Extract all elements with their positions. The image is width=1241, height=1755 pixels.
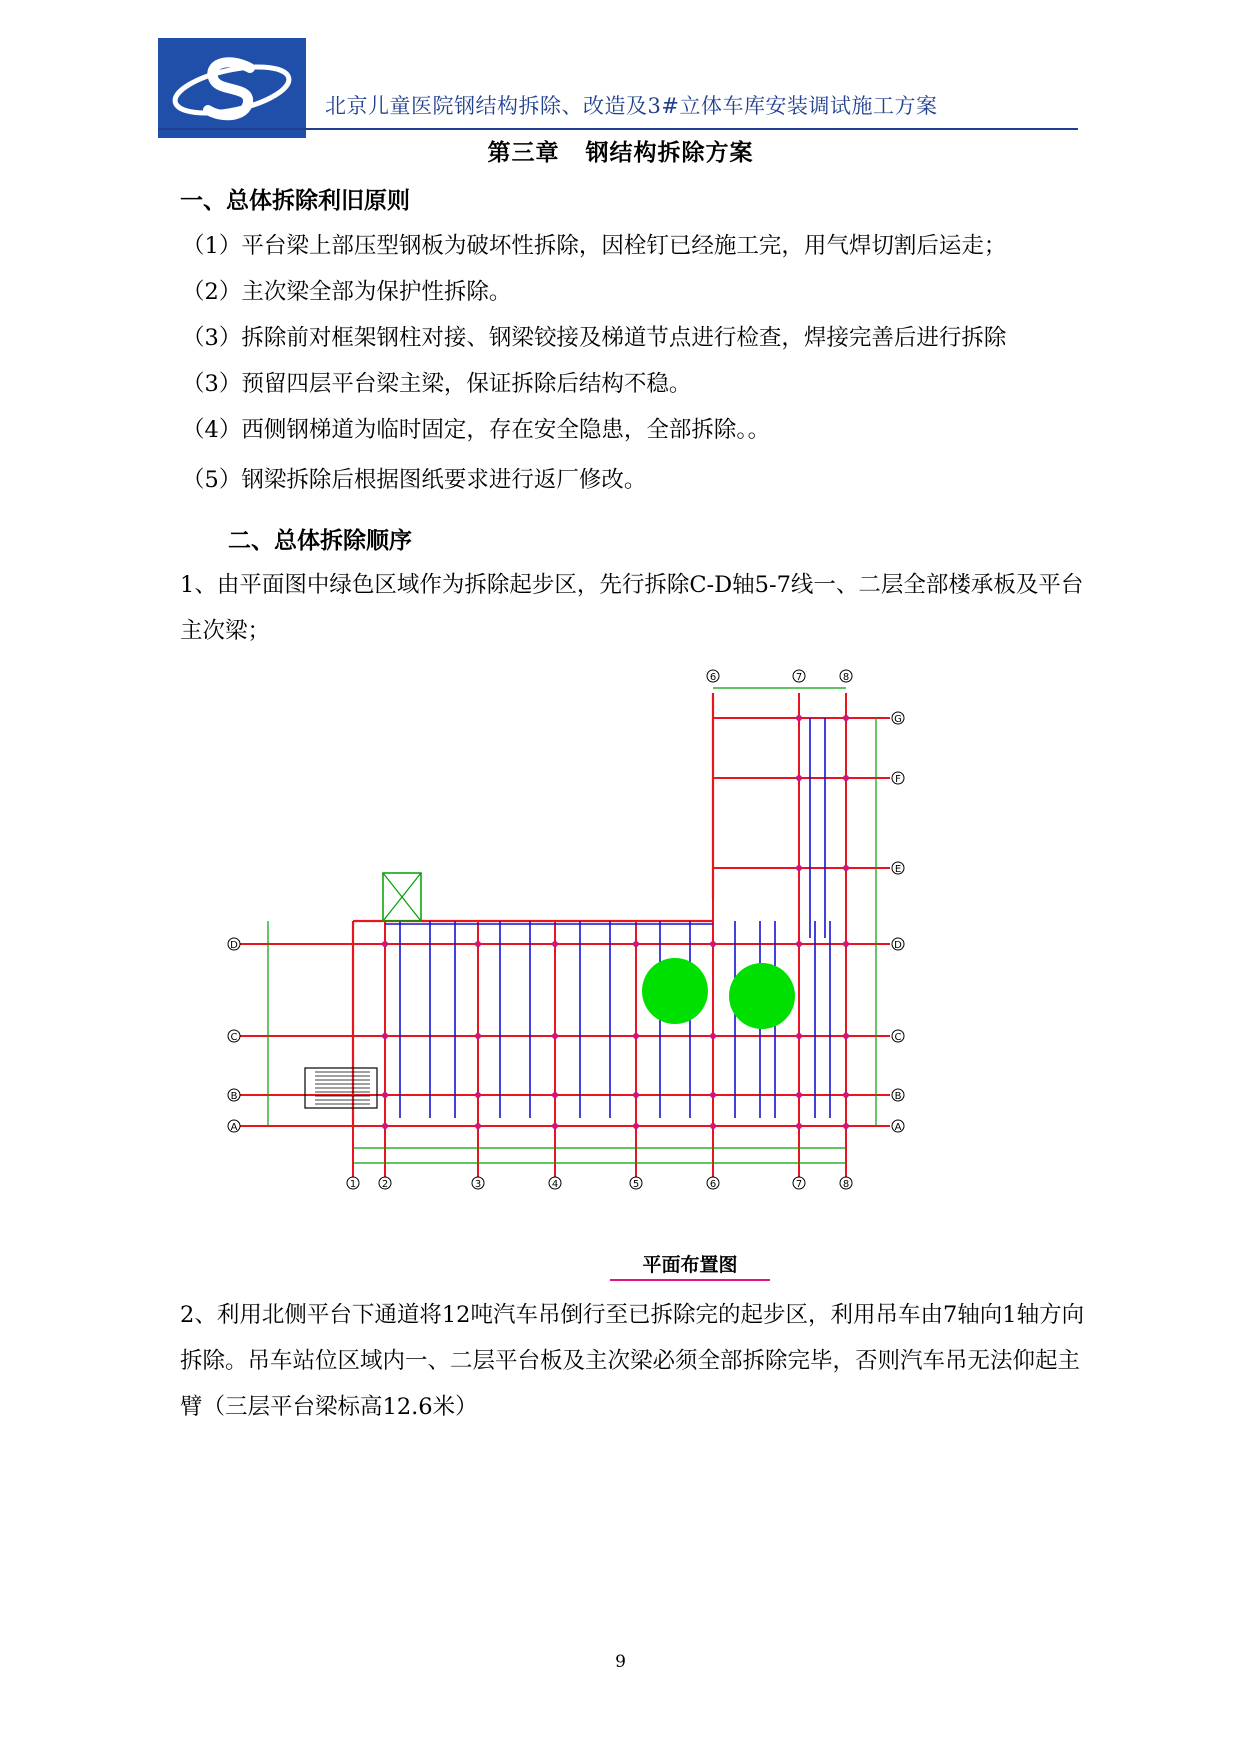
plan-axis-labels xyxy=(228,670,904,1190)
axis-label: D xyxy=(894,940,902,951)
start-zone-circle xyxy=(729,963,795,1029)
page-number: 9 xyxy=(615,1652,626,1672)
column-node xyxy=(475,941,481,947)
section1-heading: 一、总体拆除利旧原则 xyxy=(180,188,410,214)
axis-label: 3 xyxy=(474,1179,482,1190)
column-node xyxy=(796,1123,802,1129)
floor-plan-drawing xyxy=(230,668,1030,1288)
column-node xyxy=(552,941,558,947)
column-node xyxy=(382,1092,388,1098)
chapter-number: 第三章 xyxy=(487,140,560,166)
axis-label: B xyxy=(894,1091,902,1102)
chapter-title xyxy=(0,134,1241,167)
column-node xyxy=(843,715,849,721)
column-node xyxy=(796,941,802,947)
axis-label: 8 xyxy=(842,1179,850,1190)
column-node xyxy=(710,1092,716,1098)
column-node xyxy=(796,775,802,781)
list-item: （3）拆除前对框架钢柱对接、钢梁铰接及梯道节点进行检查，焊接完善后进行拆除 xyxy=(182,325,1007,351)
column-node xyxy=(843,775,849,781)
axis-label: C xyxy=(894,1032,902,1043)
column-node xyxy=(796,1092,802,1098)
column-node xyxy=(843,1092,849,1098)
section2-heading: 二、总体拆除顺序 xyxy=(228,528,412,554)
column-node xyxy=(796,715,802,721)
list-item: （4）西侧钢梯道为临时固定，存在安全隐患，全部拆除。。 xyxy=(182,417,771,443)
column-node xyxy=(843,1123,849,1129)
axis-label: 7 xyxy=(795,672,803,683)
column-node xyxy=(633,1123,639,1129)
column-node xyxy=(843,1033,849,1039)
axis-label: 8 xyxy=(842,672,850,683)
axis-label: E xyxy=(894,864,902,875)
chapter-name: 钢结构拆除方案 xyxy=(585,140,754,166)
column-node xyxy=(710,1033,716,1039)
axis-label: C xyxy=(230,1032,238,1043)
column-node xyxy=(710,1123,716,1129)
column-node xyxy=(796,1033,802,1039)
axis-label: 4 xyxy=(551,1179,559,1190)
column-node xyxy=(475,1123,481,1129)
column-node xyxy=(843,941,849,947)
column-node xyxy=(633,1092,639,1098)
step2-paragraph: 2、利用北侧平台下通道将12吨汽车吊倒行至已拆除完的起步区，利用吊车由7轴向1轴方向拆除。吊车站位区域内一、二层平台板及主次梁必须全部拆除完毕，否则汽车吊无法仰起主臂（三层平台梁标高12.6米） xyxy=(180,1302,1085,1420)
axis-label: 1 xyxy=(349,1179,357,1190)
step1-paragraph: 1、由平面图中绿色区域作为拆除起步区，先行拆除C-D轴5-7线一、二层全部楼承板及平台主次梁； xyxy=(180,572,1084,644)
column-node xyxy=(796,865,802,871)
start-zone-circle xyxy=(642,958,708,1024)
column-node xyxy=(552,1092,558,1098)
header-title: 北京儿童医院钢结构拆除、改造及3#立体车库安装调试施工方案 xyxy=(325,94,938,118)
column-node xyxy=(843,865,849,871)
column-node xyxy=(710,941,716,947)
column-node xyxy=(475,1092,481,1098)
axis-label: 6 xyxy=(709,672,717,683)
column-node xyxy=(633,941,639,947)
plan-structure xyxy=(240,688,890,1183)
header-divider xyxy=(158,128,1078,130)
column-node xyxy=(552,1123,558,1129)
column-node xyxy=(382,1033,388,1039)
column-node xyxy=(382,941,388,947)
axis-label: 6 xyxy=(709,1179,717,1190)
axis-label: B xyxy=(230,1091,238,1102)
axis-label: D xyxy=(230,940,238,951)
list-item: （3）预留四层平台梁主梁，保证拆除后结构不稳。 xyxy=(182,371,692,397)
column-node xyxy=(552,1033,558,1039)
axis-label: G xyxy=(894,714,902,725)
list-item: （2）主次梁全部为保护性拆除。 xyxy=(182,279,512,305)
plan-caption: 平面布置图 xyxy=(642,1254,738,1276)
column-node xyxy=(382,1123,388,1129)
axis-label: A xyxy=(894,1122,902,1133)
list-item: （1）平台梁上部压型钢板为破坏性拆除，因栓钉已经施工完，用气焊切割后运走； xyxy=(182,233,1007,259)
axis-label: F xyxy=(895,774,901,785)
axis-label: 2 xyxy=(381,1179,389,1190)
axis-label: A xyxy=(230,1122,238,1133)
column-node xyxy=(475,1033,481,1039)
axis-label: 5 xyxy=(632,1179,640,1190)
axis-label: 7 xyxy=(795,1179,803,1190)
list-item: （5）钢梁拆除后根据图纸要求进行返厂修改。 xyxy=(182,467,647,493)
column-node xyxy=(633,1033,639,1039)
company-logo-icon xyxy=(158,38,306,138)
